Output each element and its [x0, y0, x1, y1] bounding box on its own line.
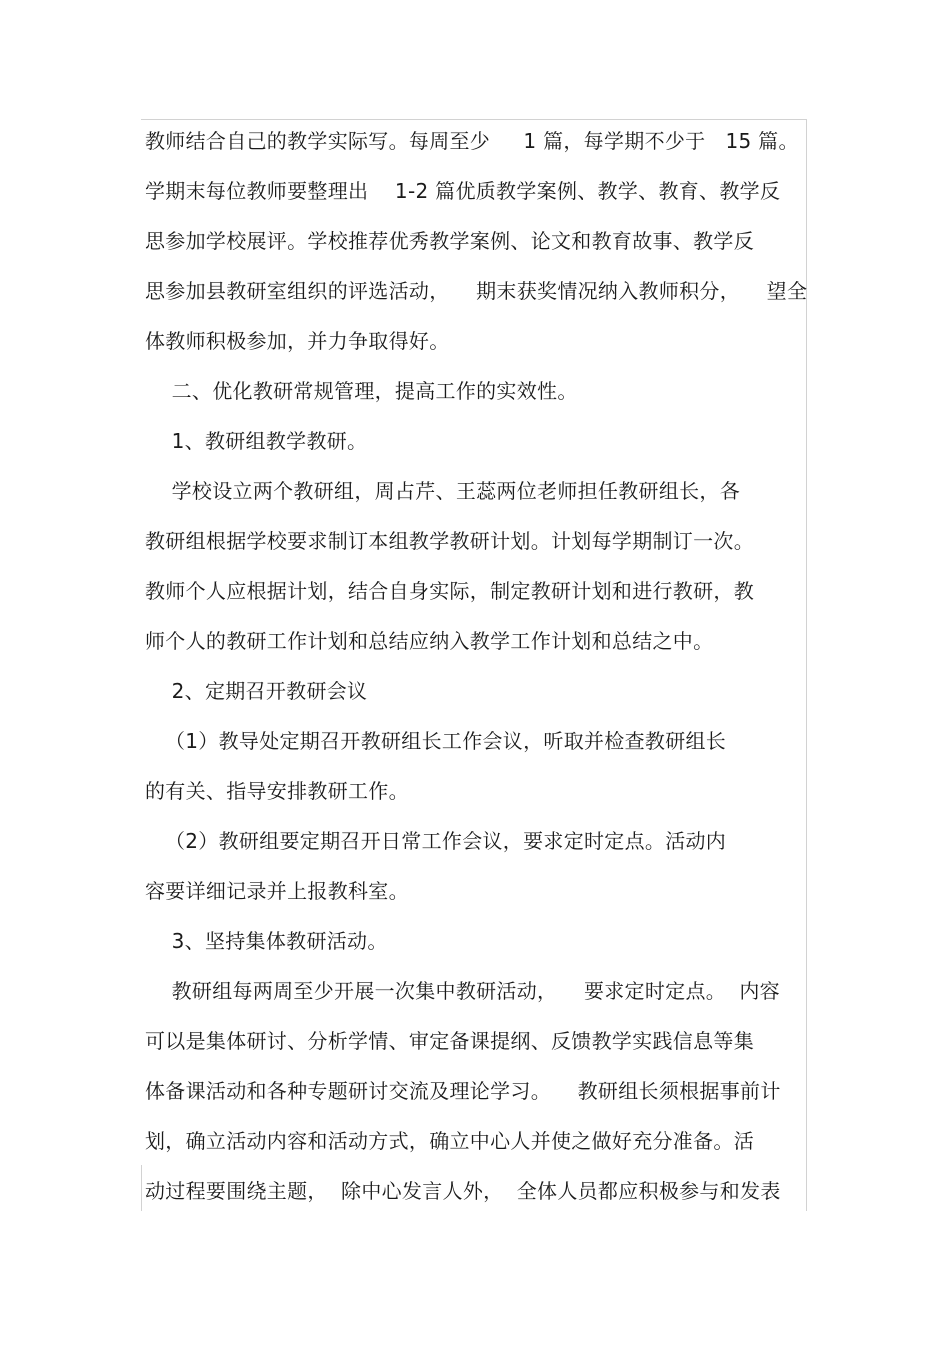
- text-line-8: 学校设立两个教研组，周占芹、王蕊两位老师担任教研组长，各: [145, 479, 741, 503]
- text-line-5: 体教师积极参加，并力争取得好。: [145, 329, 450, 353]
- text-line-15: （2）教研组要定期召开日常工作会议，要求定时定点。活动内: [145, 829, 727, 853]
- text-line-22: 动过程要围绕主题， 除中心发言人外， 全体人员都应积极参与和发表: [145, 1179, 781, 1203]
- text-line-21: 划，确立活动内容和活动方式，确立中心人并使之做好充分准备。活: [145, 1129, 754, 1153]
- text-line-18: 教研组每两周至少开展一次集中教研活动， 要求定时定点。 内容: [145, 979, 780, 1003]
- text-line-4: 思参加县教研室组织的评选活动， 期末获奖情况纳入教师积分， 望全: [145, 279, 808, 303]
- text-line-1: 教师结合自己的教学实际写。每周至少 1 篇，每学期不少于 15 篇。: [145, 129, 799, 153]
- text-line-20: 体备课活动和各种专题研讨交流及理论学习。 教研组长须根据事前计: [145, 1079, 781, 1103]
- text-line-16: 容要详细记录并上报教科室。: [145, 879, 409, 903]
- page-border-top: [141, 119, 807, 120]
- section-heading-2: 二、优化教研常规管理，提高工作的实效性。: [145, 379, 578, 403]
- subheading-3: 3、坚持集体教研活动。: [145, 929, 388, 953]
- page-border-left: [141, 1165, 142, 1211]
- text-line-13: （1）教导处定期召开教研组长工作会议，听取并检查教研组长: [145, 729, 727, 753]
- subheading-2: 2、定期召开教研会议: [145, 679, 368, 703]
- text-line-14: 的有关、指导安排教研工作。: [145, 779, 409, 803]
- text-line-10: 教师个人应根据计划，结合自身实际，制定教研计划和进行教研，教: [145, 579, 754, 603]
- text-line-11: 师个人的教研工作计划和总结应纳入教学工作计划和总结之中。: [145, 629, 714, 653]
- subheading-1: 1、教研组教学教研。: [145, 429, 368, 453]
- text-line-3: 思参加学校展评。学校推荐优秀教学案例、论文和教育故事、教学反: [145, 229, 754, 253]
- text-line-9: 教研组根据学校要求制订本组教学教研计划。计划每学期制订一次。: [145, 529, 754, 553]
- text-line-2: 学期末每位教师要整理出 1-2 篇优质教学案例、教学、教育、教学反: [145, 179, 781, 203]
- text-line-19: 可以是集体研讨、分析学情、审定备课提纲、反馈教学实践信息等集: [145, 1029, 754, 1053]
